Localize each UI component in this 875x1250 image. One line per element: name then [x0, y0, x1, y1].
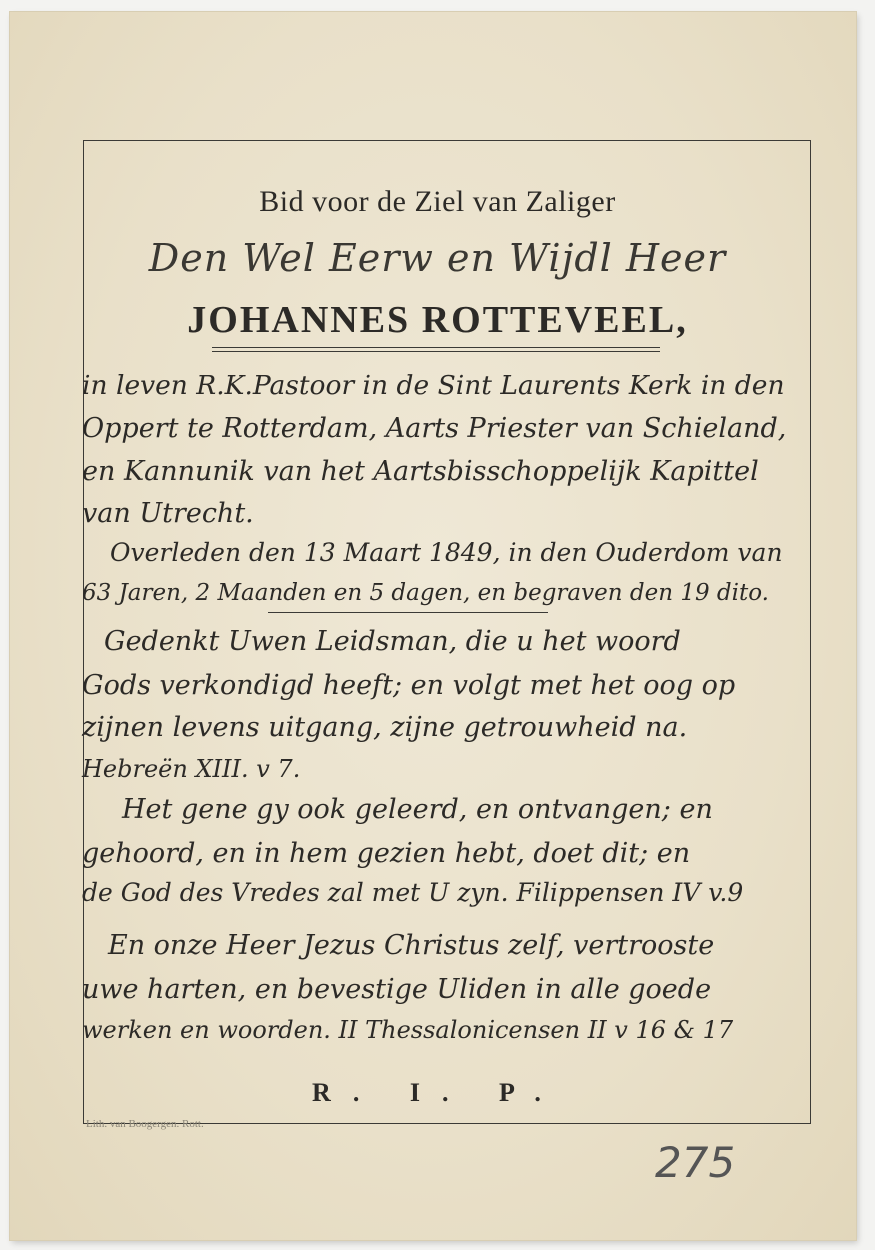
body-line-10: Hebreën XIII. v 7. — [82, 755, 301, 783]
body-line-7: Gedenkt Uwen Leidsman, die u het woord — [104, 626, 681, 657]
rip-closing: R. I. P. — [312, 1078, 563, 1107]
body-line-5: Overleden den 13 Maart 1849, in den Ouderdom van — [110, 538, 783, 567]
body-line-4: van Utrecht. — [82, 498, 254, 529]
section-divider — [268, 612, 548, 613]
body-line-16: werken en woorden. II Thessalonicensen II v 16 & 17 — [82, 1016, 734, 1044]
body-line-6: 63 Jaren, 2 Maanden en 5 dagen, en begraven den 19 dito. — [82, 580, 769, 606]
deceased-name: JOHANNES ROTTEVEEL, — [187, 299, 688, 341]
body-line-14: En onze Heer Jezus Christus zelf, vertrooste — [108, 930, 715, 961]
body-line-3: en Kannunik van het Aartsbisschoppelijk Kapittel — [82, 456, 759, 487]
body-line-9: zijnen levens uitgang, zijne getrouwheid na. — [82, 712, 688, 743]
body-line-1: in leven R.K.Pastoor in de Sint Laurents Kerk in den — [82, 370, 785, 401]
title-line: Den Wel Eerw en Wijdl Heer — [148, 236, 727, 280]
lithographer-credit: Lith. van Boogergen. Rott. — [86, 1118, 204, 1130]
body-line-15: uwe harten, en bevestige Uliden in alle goede — [82, 974, 712, 1005]
name-double-rule — [212, 347, 660, 352]
body-line-13: de God des Vredes zal met U zyn. Filippensen IV v.9 — [82, 878, 744, 907]
archive-number: 275 — [655, 1138, 736, 1187]
body-line-2: Oppert te Rotterdam, Aarts Priester van Schieland, — [82, 413, 787, 444]
header-line: Bid voor de Ziel van Zaliger — [259, 185, 616, 218]
body-line-11: Het gene gy ook geleerd, en ontvangen; en — [122, 794, 713, 825]
body-line-12: gehoord, en in hem gezien hebt, doet dit; en — [82, 838, 691, 869]
body-line-8: Gods verkondigd heeft; en volgt met het oog op — [82, 670, 736, 701]
